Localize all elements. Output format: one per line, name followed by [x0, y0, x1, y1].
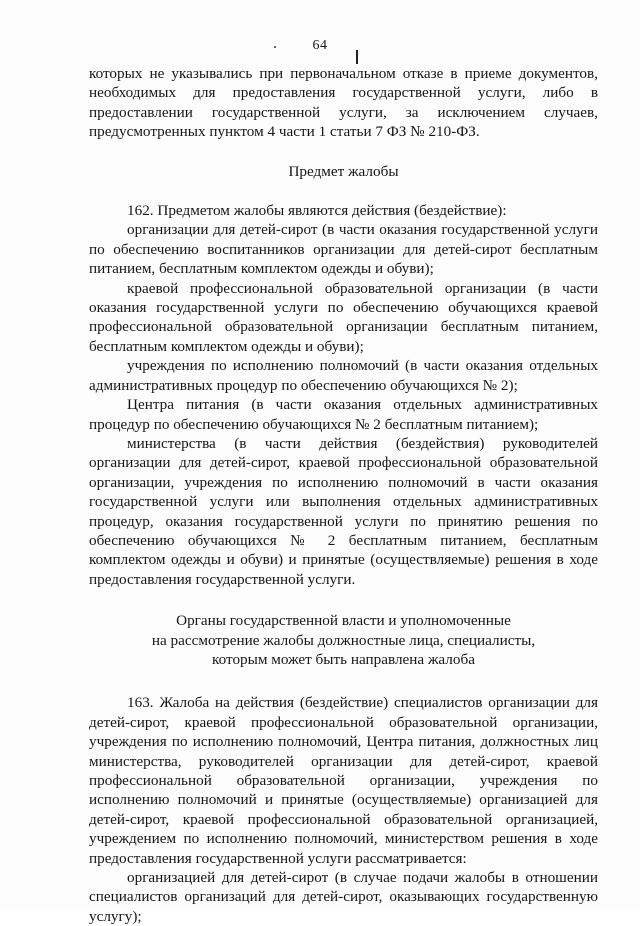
paragraph-162-item: учреждения по исполнению полномочий (в части оказания отдельных административных процедур по обеспечению обучающихся № 2);	[89, 357, 598, 394]
paragraph-162-item: министерства (в части действия (бездействия) руководителей организации для детей-сирот, краевой профессиональной образовательной организации, учреждения по исполнению полномочий в части оказания государственной услуги или выполнения отдельных административных процедур, оказания государственной услуги по принятию решения по обеспечению обучающихся № 2 бесплатным питанием, бесплатным комплектом одежды и обуви) и принятые (осуществляемые) решения в ходе предоставления государственной услуги.	[89, 434, 598, 588]
heading-line: которым может быть направлена жалоба	[212, 650, 475, 668]
page-number: 64	[312, 38, 328, 53]
section-heading-subject: Предмет жалобы	[288, 162, 399, 180]
paragraph-162-intro: 162. Предметом жалобы являются действия (бездействие):	[127, 202, 507, 220]
heading-line: Органы государственной власти и уполномоченные	[176, 612, 511, 630]
scan-artifact-mark	[356, 50, 358, 64]
paragraph-162-item: организации для детей-сирот (в части оказания государственной услуги по обеспечению воспитанников организации для детей-сирот бесплатным питанием, бесплатным комплектом одежды и обуви);	[89, 221, 598, 278]
section-heading-bodies	[89, 611, 598, 669]
paragraph-163-item: организацией для детей-сирот (в случае подачи жалобы в отношении специалистов организаций для детей-сирот, оказывающих государственную услугу);	[89, 869, 598, 925]
document-body	[89, 64, 598, 926]
continuation-paragraph: которых не указывались при первоначальном отказе в приеме документов, необходимых для предоставления государственной услуги, либо в предоставлении государственной услуги, за исключением случаев, предусмотренных пунктом 4 части 1 статьи 7 ФЗ № 210-ФЗ.	[89, 65, 598, 141]
paragraph-163: 163. Жалоба на действия (бездействие) специалистов организации для детей-сирот, краевой профессиональной образовательной организации, учреждения по исполнению полномочий, Центра питания, должностных лиц министерства, руководителей организации для детей-сирот, краевой профессиональной образовательной организации, учреждения по исполнению полномочий и принятые (осуществляемые) организацией для детей-сирот, краевой профессиональной образовательной организацией, учреждением по исполнению полномочий, министерством решения в ходе предоставления государственной услуги рассматривается:	[89, 694, 598, 867]
heading-line: на рассмотрение жалобы должностные лица, специалисты,	[151, 631, 536, 649]
paragraph-162-item: Центра питания (в части оказания отдельных административных процедур по обеспечению обучающихся № 2 бесплатным питанием);	[89, 396, 598, 433]
paragraph-162-item: краевой профессиональной образовательной организации (в части оказания государственной услуги по обеспечению обучающихся краевой профессиональной образовательной организации бесплатным питанием, бесплатным комплектом одежды и обуви);	[89, 279, 598, 355]
